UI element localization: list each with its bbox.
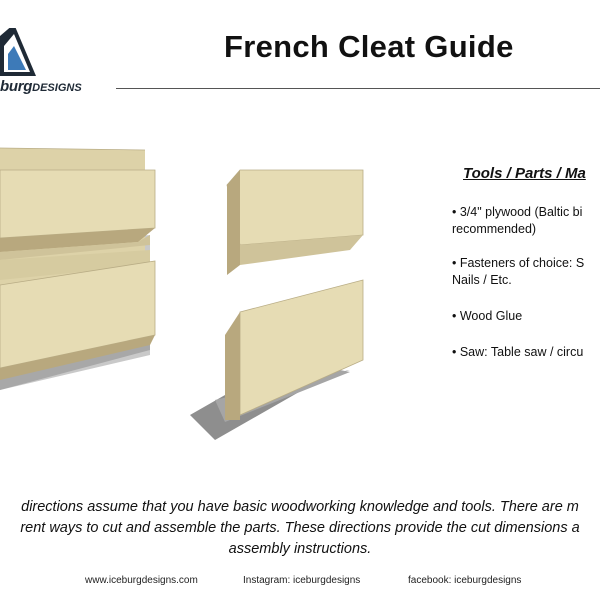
brand-logo (0, 28, 110, 98)
tool-item-plywood: • 3/4" plywood (Baltic bi recommended) (452, 205, 583, 236)
directions-line: assembly instructions. (228, 541, 372, 557)
logo-wordmark: burgDESIGNS (0, 78, 82, 95)
split-cleat-pieces (190, 170, 363, 440)
directions-line: directions assume that you have basic woodworking knowledge and tools. There are m (21, 499, 579, 515)
directions-text (0, 497, 600, 560)
page-title: French Cleat Guide (224, 29, 514, 64)
tool-item-fasteners: • Fasteners of choice: S Nails / Etc. (452, 256, 585, 287)
footer-website[interactable]: www.iceburgdesigns.com (85, 575, 198, 586)
mountain-logo-icon (0, 28, 60, 80)
directions-line: rent ways to cut and assemble the parts. These directions provide the cut dimensions a (20, 520, 580, 536)
wall-panel-assembly (0, 148, 155, 390)
tool-item-saw: • Saw: Table saw / circu (452, 345, 584, 359)
cleat-illustration (0, 140, 440, 460)
header-divider (116, 88, 600, 89)
tools-heading: Tools / Parts / Ma (463, 165, 586, 182)
tool-item-glue: • Wood Glue (452, 309, 523, 323)
footer-instagram[interactable]: Instagram: iceburgdesigns (243, 575, 361, 586)
footer-facebook[interactable]: facebook: iceburgdesigns (408, 575, 522, 586)
